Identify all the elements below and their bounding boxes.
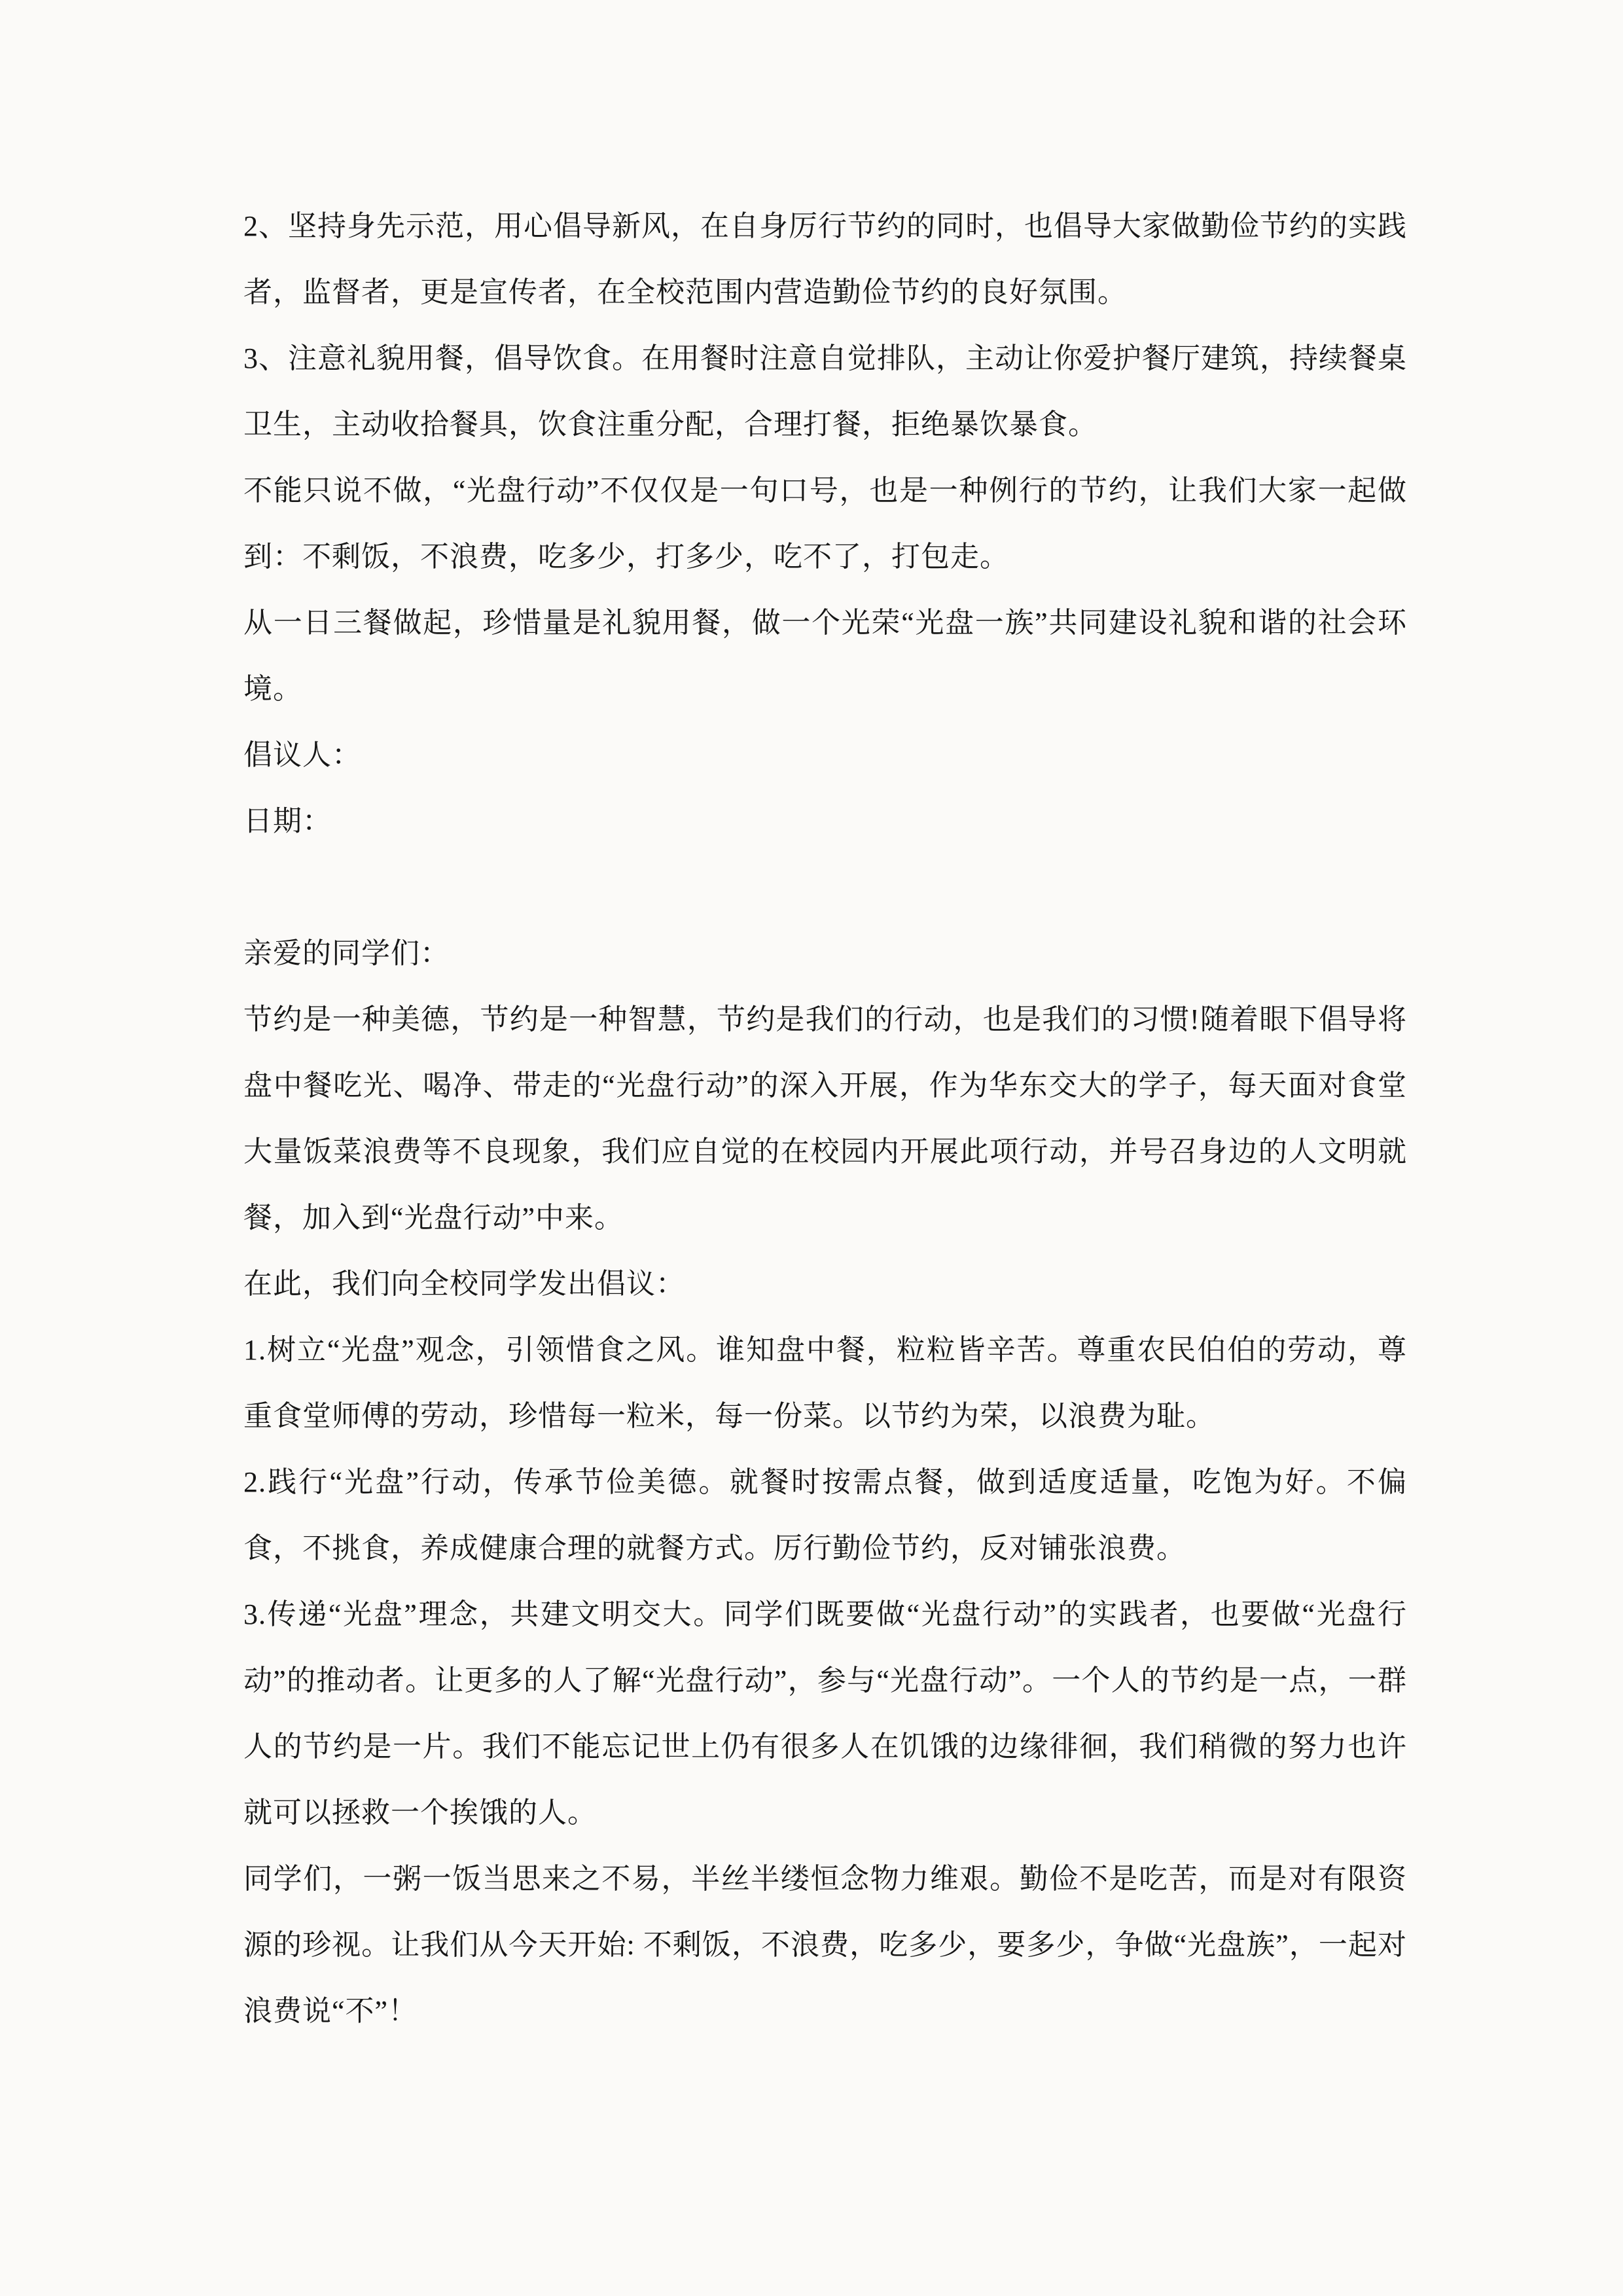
paragraph-item-3: 3.传递“光盘”理念，共建文明交大。同学们既要做“光盘行动”的实践者，也要做“光盘行动”的推动者。让更多的人了解“光盘行动”，参与“光盘行动”。一个人的节约是一点，一群人的节约是一片。我们不能忘记世上仍有很多人在饥饿的边缘徘徊，我们稍微的努力也许就可以拯救一个挨饿的人。 <box>243 1598 1407 1829</box>
paragraph-final-appeal: 同学们，一粥一饭当思来之不易，半丝半缕恒念物力维艰。勤俭不是吃苦，而是对有限资源的珍视。让我们从今天开始: 不剩饭，不浪费，吃多少，要多少，争做“光盘族”，一起对浪费说“不”！ <box>243 1863 1407 2027</box>
paragraph-item-1: 1.树立“光盘”观念，引领惜食之风。谁知盘中餐，粒粒皆辛苦。尊重农民伯伯的劳动，尊重食堂师傅的劳动，珍惜每一粒米，每一份菜。以节约为荣，以浪费为耻。 <box>243 1334 1407 1432</box>
paragraph-item-2: 2.践行“光盘”行动，传承节俭美德。就餐时按需点餐，做到适度适量，吃饱为好。不偏食，不挑食，养成健康合理的就餐方式。厉行勤俭节约，反对铺张浪费。 <box>243 1466 1407 1564</box>
proposer-line: 倡议人： <box>243 739 361 771</box>
paragraph-slogan: 不能只说不做，“光盘行动”不仅仅是一句口号，也是一种例行的节约，让我们大家一起做到：不剩饭，不浪费，吃多少，打多少，吃不了，打包走。 <box>243 475 1407 573</box>
paragraph-proposal-lead: 在此，我们向全校同学发出倡议： <box>243 1268 685 1300</box>
salutation: 亲爱的同学们： <box>243 937 450 969</box>
paragraph-point-3: 3、注意礼貌用餐，倡导饮食。在用餐时注意自觉排队，主动让你爱护餐厅建筑，持续餐桌卫生，主动收拾餐具，饮食注重分配，合理打餐，拒绝暴饮暴食。 <box>243 342 1407 440</box>
date-line: 日期： <box>243 805 332 837</box>
document-body <box>243 193 1407 2044</box>
paragraph-closing: 从一日三餐做起，珍惜量是礼貌用餐，做一个光荣“光盘一族”共同建设礼貌和谐的社会环境。 <box>243 607 1407 705</box>
paragraph-point-2: 2、坚持身先示范，用心倡导新风，在自身厉行节约的同时，也倡导大家做勤俭节约的实践者，监督者，更是宣传者，在全校范围内营造勤俭节约的良好氛围。 <box>243 210 1407 308</box>
paragraph-intro: 节约是一种美德，节约是一种智慧，节约是我们的行动，也是我们的习惯!随着眼下倡导将盘中餐吃光、喝净、带走的“光盘行动”的深入开展，作为华东交大的学子，每天面对食堂大量饭菜浪费等不良现象，我们应自觉的在校园内开展此项行动，并号召身边的人文明就餐，加入到“光盘行动”中来。 <box>243 1003 1407 1234</box>
blank-line <box>243 854 1407 920</box>
